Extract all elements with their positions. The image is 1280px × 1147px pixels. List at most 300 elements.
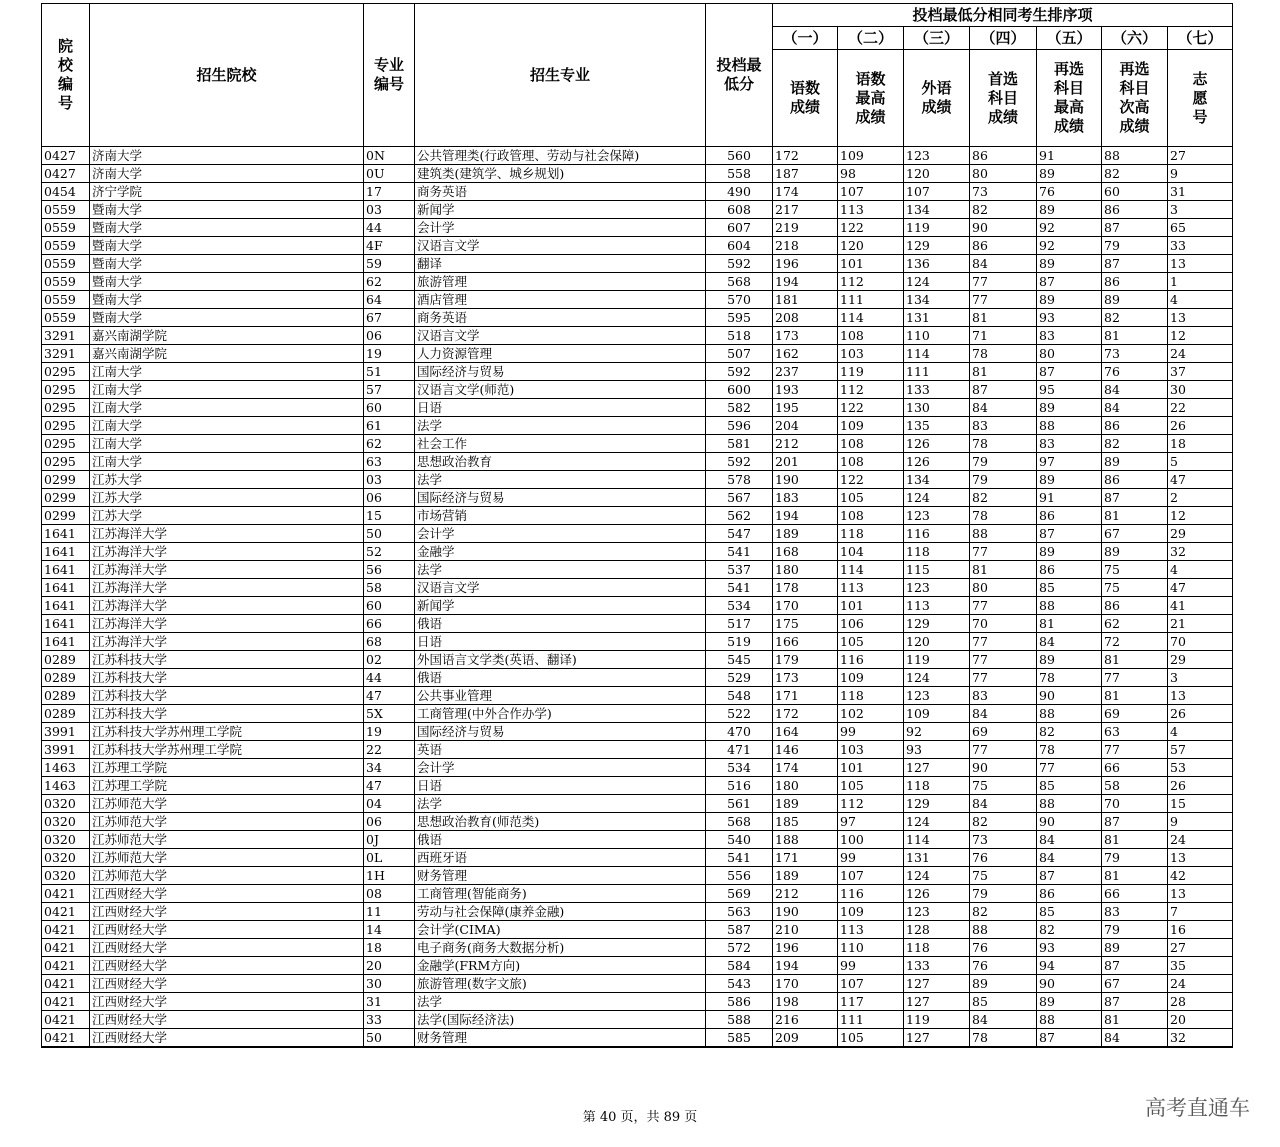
table-row xyxy=(42,795,1233,813)
cell-school-name: 江苏师范大学 xyxy=(90,831,364,849)
cell-chinese-math-score: 189 xyxy=(773,795,838,813)
cell-elective-second-score: 86 xyxy=(1102,471,1168,489)
cell-school-code: 1641 xyxy=(42,543,90,561)
cell-major-name: 汉语言文学 xyxy=(415,327,706,345)
cell-preference-number: 1 xyxy=(1168,273,1233,291)
cell-min-score: 596 xyxy=(706,417,773,435)
cell-foreign-lang-score: 118 xyxy=(904,543,970,561)
cell-major-code: 19 xyxy=(364,345,415,363)
cell-school-name: 江西财经大学 xyxy=(90,1011,364,1029)
cell-preference-number: 32 xyxy=(1168,1029,1233,1048)
cell-foreign-lang-score: 124 xyxy=(904,273,970,291)
cell-preference-number: 41 xyxy=(1168,597,1233,615)
cell-major-code: 67 xyxy=(364,309,415,327)
cell-first-subject-score: 77 xyxy=(970,597,1037,615)
cell-chinese-math-score: 190 xyxy=(773,903,838,921)
cell-preference-number: 13 xyxy=(1168,255,1233,273)
cell-school-code: 0295 xyxy=(42,381,90,399)
cell-elective-max-score: 92 xyxy=(1037,219,1102,237)
cell-school-code: 3291 xyxy=(42,345,90,363)
cell-major-name: 汉语言文学 xyxy=(415,237,706,255)
cell-elective-second-score: 87 xyxy=(1102,219,1168,237)
cell-major-name: 国际经济与贸易 xyxy=(415,489,706,507)
cell-first-subject-score: 82 xyxy=(970,489,1037,507)
cell-elective-second-score: 72 xyxy=(1102,633,1168,651)
cell-school-code: 0299 xyxy=(42,471,90,489)
cell-major-code: 64 xyxy=(364,291,415,309)
header-sub-number-2: （二） xyxy=(838,27,904,50)
cell-first-subject-score: 77 xyxy=(970,651,1037,669)
cell-school-name: 江南大学 xyxy=(90,435,364,453)
cell-elective-max-score: 93 xyxy=(1037,939,1102,957)
cell-foreign-lang-score: 126 xyxy=(904,885,970,903)
cell-preference-number: 9 xyxy=(1168,165,1233,183)
cell-major-code: 33 xyxy=(364,1011,415,1029)
table-row xyxy=(42,867,1233,885)
cell-elective-second-score: 81 xyxy=(1102,327,1168,345)
cell-chinese-math-score: 173 xyxy=(773,327,838,345)
cell-first-subject-score: 81 xyxy=(970,561,1037,579)
cell-min-score: 537 xyxy=(706,561,773,579)
cell-preference-number: 27 xyxy=(1168,147,1233,165)
cell-school-code: 0559 xyxy=(42,291,90,309)
cell-school-name: 江苏海洋大学 xyxy=(90,597,364,615)
cell-school-code: 0427 xyxy=(42,165,90,183)
cell-chinese-math-score: 216 xyxy=(773,1011,838,1029)
cell-foreign-lang-score: 134 xyxy=(904,471,970,489)
cell-school-code: 0320 xyxy=(42,867,90,885)
cell-min-score: 570 xyxy=(706,291,773,309)
cell-major-code: 44 xyxy=(364,219,415,237)
cell-school-name: 江南大学 xyxy=(90,453,364,471)
table-row xyxy=(42,471,1233,489)
cell-preference-number: 70 xyxy=(1168,633,1233,651)
cell-chinese-math-max: 103 xyxy=(838,345,904,363)
cell-chinese-math-max: 106 xyxy=(838,615,904,633)
cell-chinese-math-max: 111 xyxy=(838,1011,904,1029)
cell-elective-max-score: 85 xyxy=(1037,777,1102,795)
cell-chinese-math-score: 198 xyxy=(773,993,838,1011)
header-sub-number-1: （一） xyxy=(773,27,838,50)
cell-preference-number: 20 xyxy=(1168,1011,1233,1029)
table-row xyxy=(42,651,1233,669)
cell-chinese-math-score: 173 xyxy=(773,669,838,687)
cell-preference-number: 4 xyxy=(1168,723,1233,741)
cell-school-name: 暨南大学 xyxy=(90,219,364,237)
cell-first-subject-score: 89 xyxy=(970,975,1037,993)
cell-chinese-math-max: 109 xyxy=(838,903,904,921)
cell-elective-max-score: 85 xyxy=(1037,903,1102,921)
table-row xyxy=(42,489,1233,507)
cell-elective-max-score: 87 xyxy=(1037,363,1102,381)
cell-elective-max-score: 94 xyxy=(1037,957,1102,975)
cell-major-name: 思想政治教育 xyxy=(415,453,706,471)
cell-preference-number: 21 xyxy=(1168,615,1233,633)
cell-major-name: 劳动与社会保障(康养金融) xyxy=(415,903,706,921)
cell-elective-max-score: 89 xyxy=(1037,201,1102,219)
cell-preference-number: 12 xyxy=(1168,507,1233,525)
cell-school-name: 江南大学 xyxy=(90,399,364,417)
cell-first-subject-score: 86 xyxy=(970,147,1037,165)
cell-foreign-lang-score: 107 xyxy=(904,183,970,201)
cell-school-code: 0427 xyxy=(42,147,90,165)
cell-preference-number: 29 xyxy=(1168,651,1233,669)
table-row xyxy=(42,993,1233,1011)
cell-min-score: 568 xyxy=(706,273,773,291)
cell-major-name: 法学 xyxy=(415,417,706,435)
header-sub-number-7: （七） xyxy=(1168,27,1233,50)
cell-elective-max-score: 87 xyxy=(1037,867,1102,885)
cell-school-code: 0299 xyxy=(42,489,90,507)
cell-chinese-math-score: 209 xyxy=(773,1029,838,1048)
cell-elective-max-score: 89 xyxy=(1037,255,1102,273)
cell-major-code: 08 xyxy=(364,885,415,903)
cell-major-code: 17 xyxy=(364,183,415,201)
cell-elective-second-score: 86 xyxy=(1102,417,1168,435)
cell-chinese-math-max: 108 xyxy=(838,453,904,471)
cell-school-code: 0299 xyxy=(42,507,90,525)
cell-first-subject-score: 78 xyxy=(970,435,1037,453)
cell-preference-number: 15 xyxy=(1168,795,1233,813)
table-row xyxy=(42,453,1233,471)
cell-first-subject-score: 84 xyxy=(970,255,1037,273)
cell-major-code: 02 xyxy=(364,651,415,669)
cell-first-subject-score: 78 xyxy=(970,507,1037,525)
cell-foreign-lang-score: 124 xyxy=(904,867,970,885)
table-row xyxy=(42,615,1233,633)
cell-first-subject-score: 84 xyxy=(970,399,1037,417)
cell-major-code: 68 xyxy=(364,633,415,651)
cell-chinese-math-score: 189 xyxy=(773,867,838,885)
cell-major-code: 47 xyxy=(364,777,415,795)
cell-elective-second-score: 60 xyxy=(1102,183,1168,201)
cell-chinese-math-max: 113 xyxy=(838,921,904,939)
cell-chinese-math-max: 108 xyxy=(838,327,904,345)
cell-elective-max-score: 86 xyxy=(1037,561,1102,579)
cell-first-subject-score: 80 xyxy=(970,579,1037,597)
cell-elective-max-score: 90 xyxy=(1037,975,1102,993)
cell-major-name: 俄语 xyxy=(415,669,706,687)
cell-school-code: 0289 xyxy=(42,651,90,669)
cell-major-name: 法学 xyxy=(415,561,706,579)
cell-min-score: 569 xyxy=(706,885,773,903)
cell-major-code: 51 xyxy=(364,363,415,381)
cell-foreign-lang-score: 123 xyxy=(904,903,970,921)
cell-first-subject-score: 85 xyxy=(970,993,1037,1011)
cell-chinese-math-score: 237 xyxy=(773,363,838,381)
cell-chinese-math-score: 193 xyxy=(773,381,838,399)
cell-major-code: 15 xyxy=(364,507,415,525)
cell-min-score: 572 xyxy=(706,939,773,957)
table-row xyxy=(42,885,1233,903)
cell-preference-number: 4 xyxy=(1168,291,1233,309)
cell-school-name: 嘉兴南湖学院 xyxy=(90,345,364,363)
cell-chinese-math-score: 172 xyxy=(773,705,838,723)
cell-first-subject-score: 77 xyxy=(970,291,1037,309)
cell-chinese-math-score: 212 xyxy=(773,435,838,453)
cell-elective-max-score: 89 xyxy=(1037,471,1102,489)
table-row xyxy=(42,183,1233,201)
cell-school-name: 江苏科技大学 xyxy=(90,687,364,705)
cell-first-subject-score: 86 xyxy=(970,237,1037,255)
cell-chinese-math-score: 185 xyxy=(773,813,838,831)
cell-major-code: 5X xyxy=(364,705,415,723)
cell-chinese-math-score: 146 xyxy=(773,741,838,759)
cell-major-name: 思想政治教育(师范类) xyxy=(415,813,706,831)
cell-elective-max-score: 89 xyxy=(1037,165,1102,183)
cell-chinese-math-max: 107 xyxy=(838,975,904,993)
cell-elective-max-score: 89 xyxy=(1037,651,1102,669)
cell-chinese-math-max: 122 xyxy=(838,219,904,237)
cell-school-code: 0295 xyxy=(42,363,90,381)
cell-school-code: 0559 xyxy=(42,255,90,273)
cell-min-score: 548 xyxy=(706,687,773,705)
cell-elective-max-score: 76 xyxy=(1037,183,1102,201)
cell-elective-second-score: 83 xyxy=(1102,903,1168,921)
cell-elective-max-score: 91 xyxy=(1037,147,1102,165)
table-row xyxy=(42,327,1233,345)
cell-preference-number: 27 xyxy=(1168,939,1233,957)
cell-min-score: 471 xyxy=(706,741,773,759)
cell-foreign-lang-score: 135 xyxy=(904,417,970,435)
cell-chinese-math-score: 204 xyxy=(773,417,838,435)
cell-min-score: 567 xyxy=(706,489,773,507)
table-row xyxy=(42,345,1233,363)
cell-foreign-lang-score: 124 xyxy=(904,669,970,687)
header-sub-label-4: 首选科目成绩 xyxy=(970,50,1037,147)
cell-preference-number: 5 xyxy=(1168,453,1233,471)
cell-school-code: 0421 xyxy=(42,1029,90,1048)
cell-school-code: 0320 xyxy=(42,831,90,849)
cell-foreign-lang-score: 119 xyxy=(904,219,970,237)
cell-foreign-lang-score: 114 xyxy=(904,831,970,849)
cell-chinese-math-max: 112 xyxy=(838,795,904,813)
cell-foreign-lang-score: 123 xyxy=(904,507,970,525)
cell-major-name: 旅游管理(数字文旅) xyxy=(415,975,706,993)
cell-school-code: 0421 xyxy=(42,1011,90,1029)
cell-elective-second-score: 86 xyxy=(1102,273,1168,291)
cell-min-score: 592 xyxy=(706,255,773,273)
cell-foreign-lang-score: 131 xyxy=(904,309,970,327)
cell-chinese-math-max: 99 xyxy=(838,957,904,975)
cell-elective-second-score: 75 xyxy=(1102,579,1168,597)
cell-foreign-lang-score: 123 xyxy=(904,147,970,165)
cell-first-subject-score: 76 xyxy=(970,957,1037,975)
cell-min-score: 529 xyxy=(706,669,773,687)
cell-elective-second-score: 87 xyxy=(1102,957,1168,975)
cell-elective-max-score: 89 xyxy=(1037,399,1102,417)
cell-elective-max-score: 83 xyxy=(1037,435,1102,453)
cell-foreign-lang-score: 136 xyxy=(904,255,970,273)
cell-school-name: 江苏大学 xyxy=(90,471,364,489)
cell-school-code: 3291 xyxy=(42,327,90,345)
cell-major-name: 法学 xyxy=(415,471,706,489)
header-sub-label-6: 再选科目次高成绩 xyxy=(1102,50,1168,147)
cell-school-code: 0289 xyxy=(42,687,90,705)
cell-school-code: 1463 xyxy=(42,759,90,777)
cell-school-name: 江苏科技大学苏州理工学院 xyxy=(90,723,364,741)
cell-major-code: 60 xyxy=(364,399,415,417)
cell-major-code: 34 xyxy=(364,759,415,777)
cell-school-name: 江西财经大学 xyxy=(90,1029,364,1048)
table-row xyxy=(42,543,1233,561)
cell-foreign-lang-score: 129 xyxy=(904,237,970,255)
cell-elective-second-score: 87 xyxy=(1102,255,1168,273)
cell-first-subject-score: 71 xyxy=(970,327,1037,345)
cell-major-name: 英语 xyxy=(415,741,706,759)
cell-chinese-math-max: 109 xyxy=(838,147,904,165)
cell-min-score: 545 xyxy=(706,651,773,669)
cell-chinese-math-score: 189 xyxy=(773,525,838,543)
cell-chinese-math-score: 170 xyxy=(773,975,838,993)
cell-school-name: 江苏海洋大学 xyxy=(90,633,364,651)
cell-major-code: 50 xyxy=(364,525,415,543)
cell-school-code: 0559 xyxy=(42,273,90,291)
cell-chinese-math-max: 103 xyxy=(838,741,904,759)
cell-school-name: 江苏大学 xyxy=(90,507,364,525)
table-row xyxy=(42,1029,1233,1048)
cell-school-name: 江南大学 xyxy=(90,381,364,399)
cell-chinese-math-score: 164 xyxy=(773,723,838,741)
table-row xyxy=(42,201,1233,219)
cell-chinese-math-score: 196 xyxy=(773,939,838,957)
cell-major-name: 财务管理 xyxy=(415,867,706,885)
cell-elective-max-score: 78 xyxy=(1037,669,1102,687)
cell-major-code: 58 xyxy=(364,579,415,597)
cell-chinese-math-score: 194 xyxy=(773,507,838,525)
cell-major-name: 日语 xyxy=(415,633,706,651)
cell-foreign-lang-score: 113 xyxy=(904,597,970,615)
cell-elective-second-score: 77 xyxy=(1102,741,1168,759)
cell-major-name: 人力资源管理 xyxy=(415,345,706,363)
table-row xyxy=(42,903,1233,921)
header-min-score: 投档最低分 xyxy=(706,4,773,147)
cell-min-score: 585 xyxy=(706,1029,773,1048)
cell-preference-number: 2 xyxy=(1168,489,1233,507)
cell-school-code: 0421 xyxy=(42,957,90,975)
cell-elective-max-score: 87 xyxy=(1037,525,1102,543)
cell-major-name: 财务管理 xyxy=(415,1029,706,1048)
cell-major-name: 商务英语 xyxy=(415,183,706,201)
cell-chinese-math-score: 194 xyxy=(773,273,838,291)
cell-school-name: 江苏师范大学 xyxy=(90,849,364,867)
cell-foreign-lang-score: 111 xyxy=(904,363,970,381)
cell-school-name: 江苏科技大学 xyxy=(90,705,364,723)
cell-major-code: 62 xyxy=(364,273,415,291)
table-header xyxy=(42,4,1233,147)
cell-foreign-lang-score: 123 xyxy=(904,579,970,597)
cell-major-code: 61 xyxy=(364,417,415,435)
cell-chinese-math-max: 109 xyxy=(838,669,904,687)
cell-first-subject-score: 87 xyxy=(970,381,1037,399)
cell-preference-number: 13 xyxy=(1168,687,1233,705)
cell-major-name: 国际经济与贸易 xyxy=(415,723,706,741)
cell-elective-second-score: 75 xyxy=(1102,561,1168,579)
cell-preference-number: 65 xyxy=(1168,219,1233,237)
cell-chinese-math-max: 98 xyxy=(838,165,904,183)
cell-major-code: 0L xyxy=(364,849,415,867)
table-row xyxy=(42,399,1233,417)
cell-school-code: 0421 xyxy=(42,975,90,993)
cell-foreign-lang-score: 119 xyxy=(904,651,970,669)
cell-school-code: 0295 xyxy=(42,435,90,453)
cell-min-score: 586 xyxy=(706,993,773,1011)
cell-elective-second-score: 79 xyxy=(1102,237,1168,255)
cell-min-score: 556 xyxy=(706,867,773,885)
cell-foreign-lang-score: 123 xyxy=(904,687,970,705)
cell-first-subject-score: 80 xyxy=(970,165,1037,183)
cell-elective-second-score: 62 xyxy=(1102,615,1168,633)
cell-major-name: 市场营销 xyxy=(415,507,706,525)
cell-elective-second-score: 81 xyxy=(1102,687,1168,705)
page-footer: 第 40 页，共 89 页 xyxy=(582,1110,698,1125)
table-row xyxy=(42,777,1233,795)
cell-school-name: 江苏大学 xyxy=(90,489,364,507)
cell-elective-second-score: 66 xyxy=(1102,759,1168,777)
cell-chinese-math-max: 112 xyxy=(838,273,904,291)
cell-chinese-math-max: 114 xyxy=(838,561,904,579)
cell-chinese-math-score: 168 xyxy=(773,543,838,561)
cell-elective-second-score: 79 xyxy=(1102,921,1168,939)
cell-elective-max-score: 91 xyxy=(1037,489,1102,507)
cell-preference-number: 4 xyxy=(1168,561,1233,579)
cell-major-name: 法学 xyxy=(415,993,706,1011)
cell-school-name: 济南大学 xyxy=(90,165,364,183)
cell-preference-number: 32 xyxy=(1168,543,1233,561)
cell-school-name: 江苏海洋大学 xyxy=(90,579,364,597)
cell-elective-max-score: 88 xyxy=(1037,597,1102,615)
cell-elective-second-score: 89 xyxy=(1102,453,1168,471)
cell-elective-max-score: 95 xyxy=(1037,381,1102,399)
cell-elective-max-score: 83 xyxy=(1037,327,1102,345)
cell-major-code: 06 xyxy=(364,813,415,831)
cell-major-code: 22 xyxy=(364,741,415,759)
cell-min-score: 518 xyxy=(706,327,773,345)
cell-major-name: 会计学(CIMA) xyxy=(415,921,706,939)
cell-foreign-lang-score: 127 xyxy=(904,759,970,777)
cell-preference-number: 26 xyxy=(1168,705,1233,723)
cell-major-code: 52 xyxy=(364,543,415,561)
cell-elective-second-score: 70 xyxy=(1102,795,1168,813)
cell-major-name: 工商管理(中外合作办学) xyxy=(415,705,706,723)
table-row xyxy=(42,687,1233,705)
header-major-name: 招生专业 xyxy=(415,4,706,147)
header-sub-number-4: （四） xyxy=(970,27,1037,50)
cell-school-code: 0421 xyxy=(42,939,90,957)
cell-major-name: 日语 xyxy=(415,777,706,795)
cell-elective-max-score: 90 xyxy=(1037,687,1102,705)
cell-preference-number: 35 xyxy=(1168,957,1233,975)
cell-chinese-math-max: 118 xyxy=(838,525,904,543)
cell-major-code: 60 xyxy=(364,597,415,615)
cell-school-name: 江西财经大学 xyxy=(90,921,364,939)
cell-chinese-math-score: 179 xyxy=(773,651,838,669)
cell-major-code: 0N xyxy=(364,147,415,165)
cell-min-score: 561 xyxy=(706,795,773,813)
table-row xyxy=(42,417,1233,435)
cell-school-name: 暨南大学 xyxy=(90,309,364,327)
cell-school-name: 江西财经大学 xyxy=(90,975,364,993)
cell-major-code: 56 xyxy=(364,561,415,579)
cell-major-code: 18 xyxy=(364,939,415,957)
table-row xyxy=(42,579,1233,597)
cell-major-code: 0J xyxy=(364,831,415,849)
table-row xyxy=(42,975,1233,993)
cell-first-subject-score: 84 xyxy=(970,705,1037,723)
cell-first-subject-score: 77 xyxy=(970,633,1037,651)
cell-preference-number: 7 xyxy=(1168,903,1233,921)
cell-school-name: 江西财经大学 xyxy=(90,885,364,903)
